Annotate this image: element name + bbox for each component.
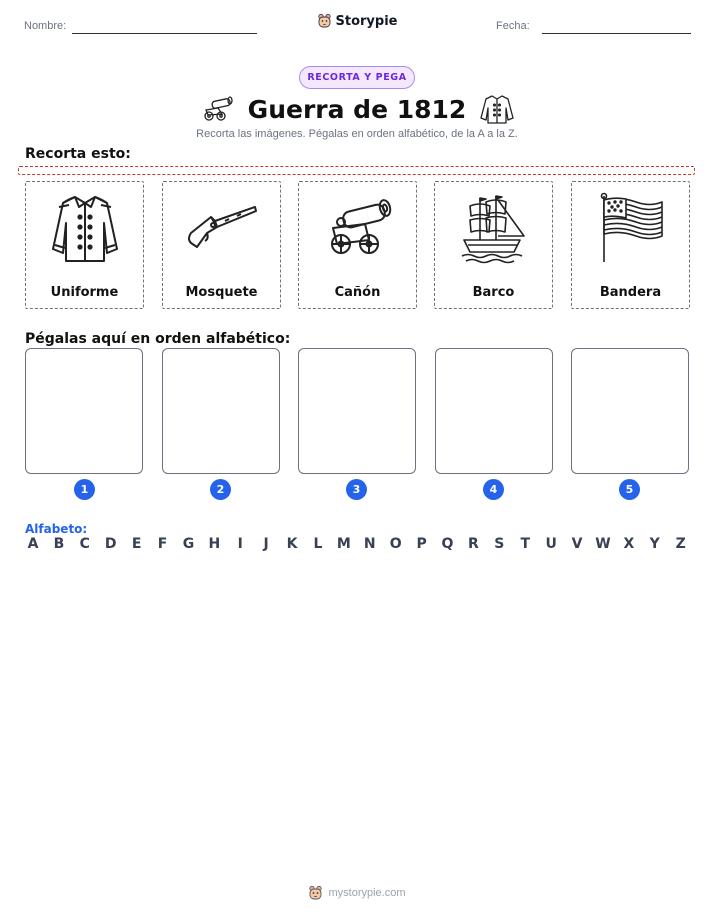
footer-url: mystorypie.com	[328, 887, 406, 899]
page-title: Guerra de 1812	[247, 94, 467, 124]
storypie-logo-icon	[317, 13, 332, 29]
alphabet-letter: A	[27, 536, 39, 552]
cut-line	[18, 166, 695, 175]
alphabet-letter: Q	[441, 536, 454, 552]
cut-section-label: Recorta esto:	[25, 146, 131, 162]
alphabet-letter: R	[468, 536, 479, 552]
slot-number-5: 5	[619, 479, 640, 500]
alphabet-letter: X	[623, 536, 635, 552]
slot-number-4: 4	[483, 479, 504, 500]
alphabet-letter: I	[237, 536, 243, 552]
alphabet-letter: C	[79, 536, 90, 552]
alphabet-letter: Y	[649, 536, 660, 552]
alphabet-letter: T	[520, 536, 530, 552]
paste-slot-3[interactable]	[298, 348, 416, 474]
cut-card-uniform[interactable]	[25, 181, 144, 309]
alphabet-letter: W	[595, 536, 611, 552]
alphabet-letter: J	[263, 536, 269, 552]
alphabet-letter: S	[494, 536, 505, 552]
footer	[0, 885, 714, 901]
brand	[0, 13, 714, 29]
alphabet-letter: G	[182, 536, 195, 552]
alphabet-label: Alfabeto:	[25, 522, 88, 536]
alphabet-letter: Z	[675, 536, 686, 552]
instructions: Recorta las imágenes. Pégalas en orden alfabético, de la A a la Z.	[196, 128, 518, 140]
uniform-icon	[480, 94, 514, 124]
alphabet-letter: D	[104, 536, 117, 552]
musket-icon	[185, 203, 259, 253]
card-label: Cañón	[334, 285, 381, 300]
alphabet-letter: P	[416, 536, 427, 552]
name-label: Nombre:	[24, 20, 67, 32]
ship-icon	[458, 192, 530, 264]
name-line[interactable]	[72, 33, 257, 34]
slot-number-2: 2	[210, 479, 231, 500]
card-label: Bandera	[599, 285, 662, 300]
alphabet-letter: H	[208, 536, 221, 552]
flag-icon	[596, 192, 666, 264]
alphabet-letter: O	[389, 536, 402, 552]
alphabet-letter: U	[545, 536, 557, 552]
card-label: Uniforme	[50, 285, 119, 300]
alphabet-letter: E	[131, 536, 142, 552]
title-row	[0, 91, 714, 127]
activity-badge: RECORTA Y PEGA	[299, 66, 415, 89]
storypie-logo-icon	[308, 885, 323, 901]
cut-card-musket[interactable]	[162, 181, 281, 309]
cannon-icon	[200, 96, 234, 122]
alphabet-letter: F	[157, 536, 168, 552]
cut-card-flag[interactable]	[571, 181, 690, 309]
alphabet-letter: M	[336, 536, 351, 552]
alphabet-row	[25, 536, 689, 552]
alphabet-letter: N	[363, 536, 376, 552]
card-label: Mosquete	[185, 285, 258, 300]
alphabet-letter: V	[571, 536, 583, 552]
alphabet-letter: K	[286, 536, 298, 552]
paste-slot-5[interactable]	[571, 348, 689, 474]
uniform-icon	[49, 193, 121, 263]
slot-number-1: 1	[74, 479, 95, 500]
paste-section-label: Pégalas aquí en orden alfabético:	[25, 331, 291, 347]
paste-slot-1[interactable]	[25, 348, 143, 474]
cut-card-ship[interactable]	[434, 181, 553, 309]
alphabet-letter: L	[313, 536, 323, 552]
alphabet-letter: B	[53, 536, 65, 552]
paste-slot-4[interactable]	[435, 348, 553, 474]
paste-slot-2[interactable]	[162, 348, 280, 474]
brand-name: Storypie	[335, 13, 398, 29]
cannon-icon	[321, 198, 395, 258]
cut-card-cannon[interactable]	[298, 181, 417, 309]
date-label: Fecha:	[496, 20, 530, 32]
card-label: Barco	[472, 285, 515, 300]
slot-number-3: 3	[346, 479, 367, 500]
date-line[interactable]	[542, 33, 691, 34]
